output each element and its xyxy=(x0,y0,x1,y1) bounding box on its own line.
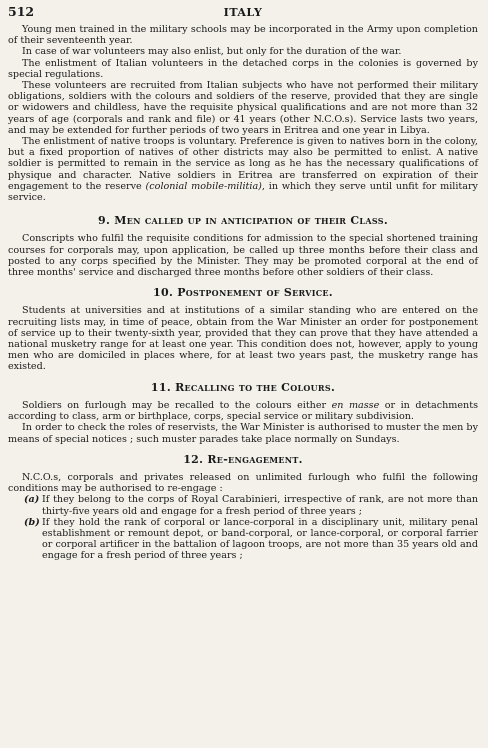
list-item xyxy=(24,494,478,516)
page-body xyxy=(8,24,478,562)
section-heading: 9. Men called up in anticipation of their Class. xyxy=(98,214,388,228)
paragraph: In case of war volunteers may also enlist, but only for the duration of the war. xyxy=(22,46,402,58)
section-heading: 11. Recalling to the Colours. xyxy=(150,380,336,394)
italic-term: en masse xyxy=(331,399,380,411)
list-item-text: If they hold the rank of corporal or lance-corporal in a disciplinary unit, military penal establishment or remount depot, or band-corporal, or lance-corporal, or corporal farrier or corporal artificer in the battalion of lagoon troops, are not more than 35 years old and engage for a fresh period of three years ; xyxy=(42,516,478,562)
list-item-text: If they belong to the corps of Royal Carabinieri, irrespective of rank, are not more than thirty-five years old and engage for a fresh period of three years ; xyxy=(42,494,478,517)
list-marker: (b) xyxy=(24,516,40,528)
paragraph: Young men trained in the military schools may be incorporated in the Army upon completion of their seventeenth year. xyxy=(8,24,478,47)
paragraph xyxy=(8,136,478,203)
italic-term: (colonial mobile-militia) xyxy=(145,180,262,192)
paragraph xyxy=(8,400,478,422)
paragraph-text: , in which they serve until unfit for military service. xyxy=(8,180,478,204)
list-item xyxy=(24,517,478,562)
paragraph: Conscripts who fulfil the requisite conditions for admission to the special shortened training courses for corporals may, upon application, be called up three months before their class and posted to any corps specified by the Minister. They may be promoted corporal at the end of three months' service and discharged three months before other soldiers of their class. xyxy=(8,233,478,279)
list-marker: (a) xyxy=(24,494,40,506)
paragraph: N.C.O.s, corporals and privates released on unlimited furlough who fulfil the following conditions may be authorised to re-engage : xyxy=(8,471,478,495)
paragraph: The enlistment of Italian volunteers in the detached corps in the colonies is governed by special regulations. xyxy=(8,57,478,80)
section-heading: 12. Re-engagement. xyxy=(183,452,303,466)
paragraph-text: The enlistment of native troops is voluntary. Preference is given to natives born in the colony, but a fixed proportion of natives of other districts may also be permitted to enlist. A native soldier is permitted to remain in the service as long as he has the necessary qualifications of physique and character. Native soldiers in Eritrea are transferred on expiration of their engagement to the reserve xyxy=(8,136,478,192)
paragraph-text: Soldiers on furlough may be recalled to the colours either xyxy=(22,399,327,411)
section-heading: 10. Postponement of Service. xyxy=(153,286,333,300)
paragraph-text: or in detachments according to class, arm or birthplace, corps, special service or military subdivision. xyxy=(8,399,478,423)
paragraph: These volunteers are recruited from Italian subjects who have not performed their military obligations, soldiers with the colours and soldiers of the reserve, provided that they are single or widowers and childless, have the requisite physical qualifications and are not more than 32 years of age (corporals and rank and file) or 41 years (other N.C.O.s). Service lasts two years, and may be extended for further periods of two years in Eritrea and one year in Libya. xyxy=(8,80,478,136)
paragraph: Students at universities and at institutions of a similar standing who are entered on the recruiting lists may, in time of peace, obtain from the War Minister an order for postponement of service up to their twenty-sixth year, provided that they can prove that they have attended a national musketry range for at least one year. This condition does not, however, apply to young men who are domiciled in places where, for at least two years past, the musketry range has existed. xyxy=(8,305,478,373)
paragraph: In order to check the roles of reservists, the War Minister is authorised to muster the men by means of special notices ; such muster parades take place normally on Sundays. xyxy=(8,422,478,445)
running-head: ITALY xyxy=(223,6,263,19)
page-header xyxy=(8,4,478,24)
page-number: 512 xyxy=(8,4,35,19)
